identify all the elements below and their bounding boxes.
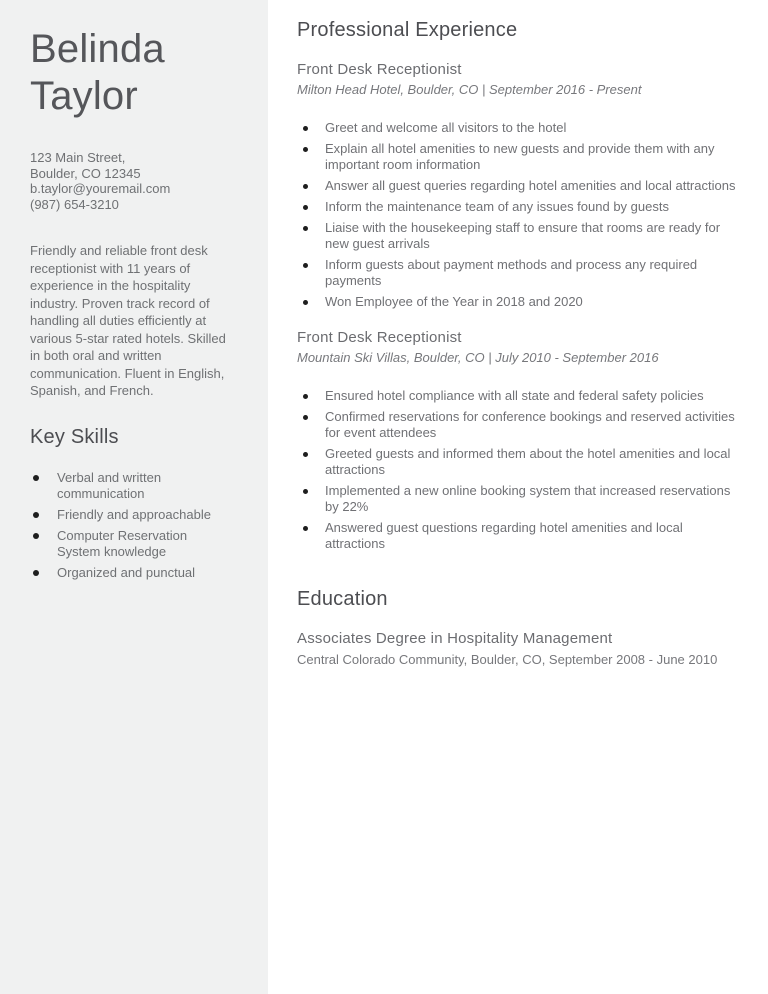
bullet-icon xyxy=(303,205,308,210)
job-bullet-text: Ensured hotel compliance with all state and federal safety policies xyxy=(325,388,704,403)
skill-text: Verbal and written communication xyxy=(57,469,162,501)
address-line-2: Boulder, CO 12345 xyxy=(30,165,141,181)
job-bullet xyxy=(297,388,737,404)
job-bullet-text: Answered guest questions regarding hotel amenities and local attractions xyxy=(325,520,683,551)
job-bullet xyxy=(297,409,737,441)
bullet-icon xyxy=(303,184,308,189)
skill-item xyxy=(30,507,238,523)
education-entry xyxy=(297,630,737,667)
job-bullet xyxy=(297,120,737,136)
bullet-icon xyxy=(33,475,39,481)
degree-title: Associates Degree in Hospitality Management xyxy=(297,630,613,647)
job-bullet xyxy=(297,520,737,552)
job-bullet-text: Inform the maintenance team of any issues found by guests xyxy=(325,199,669,214)
job-title: Front Desk Receptionist xyxy=(297,61,462,78)
job-bullet xyxy=(297,141,737,173)
bullet-icon xyxy=(303,526,308,531)
job-bullet xyxy=(297,446,737,478)
skill-item xyxy=(30,565,238,581)
job-bullet xyxy=(297,199,737,215)
skill-text: Organized and punctual xyxy=(57,564,196,580)
bullet-icon xyxy=(33,533,39,539)
degree-details: Central Colorado Community, Boulder, CO, September 2008 - June 2010 xyxy=(297,652,718,667)
bullet-icon xyxy=(303,226,308,231)
job-bullet xyxy=(297,294,737,310)
job-bullet xyxy=(297,257,737,289)
job-meta: Milton Head Hotel, Boulder, CO | September 2016 - Present xyxy=(297,82,642,97)
job-bullet-list xyxy=(297,388,737,552)
skill-text: Computer Reservation System knowledge xyxy=(57,527,188,559)
job-bullet xyxy=(297,483,737,515)
skills-list xyxy=(30,470,238,581)
job-bullet-text: Inform guests about payment methods and process any required payments xyxy=(325,257,698,288)
sidebar xyxy=(0,0,268,994)
job-bullet-text: Won Employee of the Year in 2018 and 2020 xyxy=(325,294,583,309)
professional-summary: Friendly and reliable front desk receptionist with 11 years of experience in the hospitality industry. Proven track record of handling all duties efficiently at various 5-star rated hotels. Skilled in both oral and written communication. Fluent in English, Spanish, and French. xyxy=(30,243,226,398)
education-heading: Education xyxy=(297,588,388,610)
bullet-icon xyxy=(303,394,308,399)
job-meta: Mountain Ski Villas, Boulder, CO | July 2010 - September 2016 xyxy=(297,350,659,365)
job-bullet xyxy=(297,220,737,252)
email-text: b.taylor@youremail.com xyxy=(30,181,171,196)
skill-text: Friendly and approachable xyxy=(57,506,211,522)
bullet-icon xyxy=(303,263,308,268)
job-bullet xyxy=(297,178,737,194)
job-bullet-text: Greeted guests and informed them about the hotel amenities and local attractions xyxy=(325,446,731,477)
key-skills-heading: Key Skills xyxy=(30,425,119,448)
skill-item xyxy=(30,470,238,502)
job-bullet-text: Confirmed reservations for conference bookings and reserved activities for event attendees xyxy=(325,409,735,440)
address-line-1: 123 Main Street, xyxy=(30,150,126,165)
phone-text: (987) 654-3210 xyxy=(30,196,119,212)
bullet-icon xyxy=(33,512,39,518)
bullet-icon xyxy=(33,570,39,576)
bullet-icon xyxy=(303,415,308,420)
job-bullet-text: Liaise with the housekeeping staff to ensure that rooms are ready for new guest arrivals xyxy=(325,220,721,251)
bullet-icon xyxy=(303,300,308,305)
bullet-icon xyxy=(303,147,308,152)
job-bullet-text: Implemented a new online booking system that increased reservations by 22% xyxy=(325,483,731,514)
skill-item xyxy=(30,528,238,560)
bullet-icon xyxy=(303,452,308,457)
job-bullet-text: Greet and welcome all visitors to the hotel xyxy=(325,120,567,135)
job-bullet-text: Answer all guest queries regarding hotel amenities and local attractions xyxy=(325,178,736,193)
bullet-icon xyxy=(303,489,308,494)
job-bullet-text: Explain all hotel amenities to new guests and provide them with any important room information xyxy=(325,141,715,172)
job-entry xyxy=(297,61,737,310)
job-title: Front Desk Receptionist xyxy=(297,329,462,346)
candidate-name: Belinda Taylor xyxy=(30,27,165,118)
job-bullet-list xyxy=(297,120,737,310)
job-entry xyxy=(297,329,737,552)
main-column xyxy=(268,0,768,994)
experience-heading: Professional Experience xyxy=(297,19,518,41)
bullet-icon xyxy=(303,126,308,131)
contact-block xyxy=(30,150,238,212)
